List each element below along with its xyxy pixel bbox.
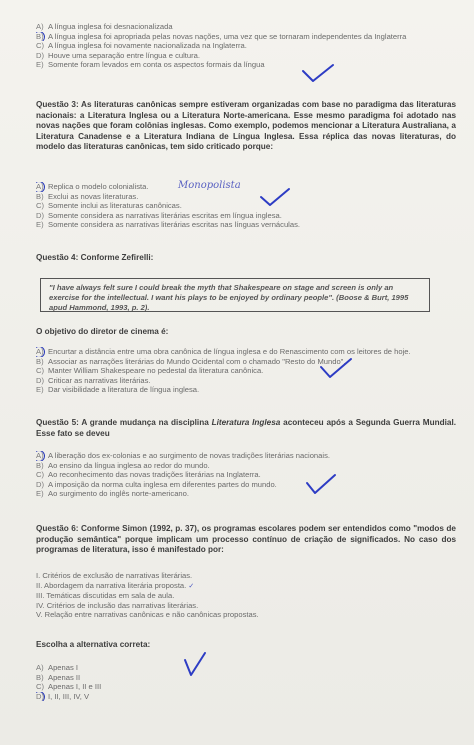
question-4-options <box>36 347 456 395</box>
question-6-options <box>36 663 456 701</box>
prev-question-options <box>36 22 456 70</box>
handwritten-note: Monopolista <box>178 180 241 191</box>
option-c: C) Apenas I, II e III <box>36 682 102 692</box>
option-a: A) Apenas I <box>36 663 78 672</box>
statement-2: II. Abordagem da narrativa literária proposta. ✓ <box>36 580 195 590</box>
checkmark-icon <box>304 472 338 496</box>
tick-icon: ✓ <box>188 582 195 590</box>
option-d: D) I, II, III, IV, V <box>36 692 456 702</box>
option-b: B) A língua inglesa foi apropriada pelas novas nações, uma vez que se tornaram independentes da Inglaterra <box>36 32 456 42</box>
checkmark-icon <box>318 356 354 380</box>
answer-circle <box>36 692 45 702</box>
question-6-prompt: Questão 6: Conforme Simon (1992, p. 37), os programas escolares podem ser entendidos como "modos de produção semântica" porque implicam um processo contínuo de criação de significados. No caso dos programas de literatura, isso é manifestado por: <box>36 524 456 555</box>
option-b: B) Associar as narrações literárias do Mundo Ocidental com o chamado "Resto do Mundo". <box>36 356 346 366</box>
option-e: E) Ao surgimento do inglês norte-americano. <box>36 489 189 499</box>
option-b: B) Exclui as novas literaturas. <box>36 191 139 201</box>
option-d: D) Houve uma separação entre língua e cultura. <box>36 50 200 60</box>
option-d: D) Somente considera as narrativas literárias escritas em língua inglesa. <box>36 210 282 220</box>
quote-box: "I have always felt sure I could break the myth that Shakespeare on stage and screen is only an exercise for the intellectual. I want his plays to be enjoyed by ordinary people". (Boose & Burt, 1995 apud Hammond, 1993, p. 2). <box>40 278 430 312</box>
question-6-items <box>36 571 456 620</box>
question-5-options <box>36 451 456 499</box>
statement-3: III. Temáticas discutidas em sala de aula. <box>36 591 175 601</box>
option-c: C) A língua inglesa foi novamente nacionalizada na Inglaterra. <box>36 41 247 51</box>
option-c: C) Somente inclui as literaturas canônicas. <box>36 201 182 211</box>
option-e: E) Dar visibilidade a literatura de língua inglesa. <box>36 385 200 395</box>
answer-circle <box>36 347 45 357</box>
question-5-prompt: Questão 5: A grande mudança na disciplina Literatura Inglesa aconteceu após a Segunda Guerra Mundial. Esse fato se deveu <box>36 418 456 438</box>
option-d: D) Criticar as narrativas literárias. <box>36 375 151 385</box>
question-3-options <box>36 182 456 230</box>
checkmark-icon <box>300 62 336 84</box>
option-a: A) Replica o modelo colonialista. <box>36 182 456 192</box>
statement-5: V. Relação entre narrativas canônicas e não canônicas propostas. <box>36 610 259 620</box>
option-d: D) A imposição da norma culta inglesa em diferentes partes do mundo. <box>36 479 277 489</box>
statement-4: IV. Critérios de inclusão das narrativas literárias. <box>36 600 199 610</box>
option-a: A) Encurtar a distância entre uma obra canônica de língua inglesa e do Renascimento com os leitores de hoje. <box>36 347 456 357</box>
answer-circle <box>36 451 45 461</box>
checkmark-icon <box>182 650 208 678</box>
question-4-question: O objetivo do diretor de cinema é: <box>36 327 169 336</box>
option-e: E) Somente considera as narrativas literárias escritas nas línguas vernáculas. <box>36 220 300 230</box>
question-6-instruction: Escolha a alternativa correta: <box>36 640 151 649</box>
answer-circle <box>36 32 45 42</box>
question-3-prompt: Questão 3: As literaturas canônicas sempre estiveram organizadas com base no paradigma das literaturas nacionais: a Literatura Inglesa ou a Literatura Norte-americana. Esse mesmo paradigma foi adotado nas novas nações que foram colônias inglesas. Como exemplo, podemos mencionar a Literatura Australiana, a Literatura Canadense e a Literatura Indiana de Língua Inglesa. Essa réplica das novas literaturas, do modelo das literaturas canônicas, tem sido criticado porque: <box>36 100 456 152</box>
option-b: B) Apenas II <box>36 672 81 682</box>
option-a: A) A língua inglesa foi desnacionalizada <box>36 22 173 31</box>
option-a: A) A liberação dos ex-colonias e ao surgimento de novas tradições literárias nacionais. <box>36 451 456 461</box>
option-b: B) Ao ensino da língua inglesa ao redor do mundo. <box>36 460 210 470</box>
statement-1: I. Critérios de exclusão de narrativas literárias. <box>36 571 193 580</box>
answer-circle <box>36 182 45 192</box>
option-c: C) Manter William Shakespeare no pedestal da literatura canônica. <box>36 366 264 376</box>
option-c: C) Ao reconhecimento das novas tradições literárias na Inglaterra. <box>36 470 261 480</box>
checkmark-icon <box>258 186 292 208</box>
question-4-prompt: Questão 4: Conforme Zefirelli: <box>36 253 154 262</box>
option-e: E) Somente foram levados em conta os aspectos formais da língua <box>36 60 265 70</box>
